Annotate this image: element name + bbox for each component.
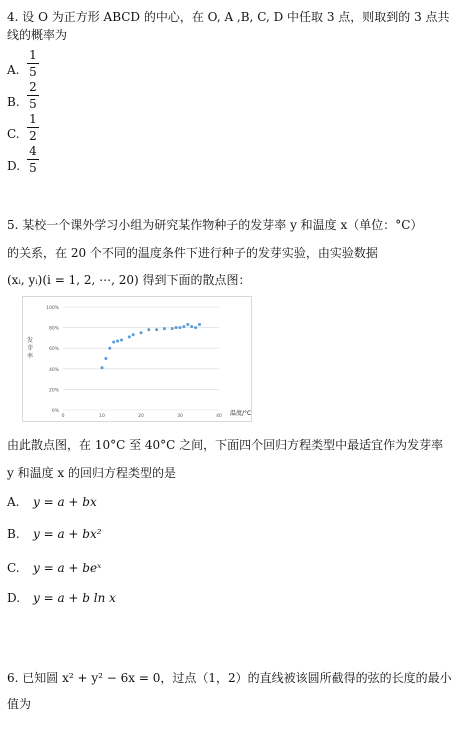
chart-data-point <box>128 335 131 338</box>
q5-stem-line2: 的关系，在 20 个不同的温度条件下进行种子的发芽实验，由实验数据 <box>7 246 378 260</box>
fraction-numerator: 2 <box>29 80 37 94</box>
option-letter: B. <box>7 95 20 109</box>
chart-data-point <box>104 357 107 360</box>
chart-y-tick-label: 60% <box>48 347 59 353</box>
option-formula: y = a + bx² <box>33 527 102 541</box>
fraction-numerator: 1 <box>29 48 37 62</box>
chart-data-point <box>175 326 178 329</box>
option-letter: B. <box>7 527 20 541</box>
chart-x-axis-label: 温度/°C <box>230 410 252 417</box>
chart-data-point <box>147 328 150 331</box>
fraction-denominator: 5 <box>29 65 37 79</box>
fraction-bar <box>27 95 39 96</box>
scatter-chart-svg <box>23 297 251 421</box>
chart-data-point <box>198 323 201 326</box>
chart-data-point <box>194 326 197 329</box>
scatter-chart <box>22 296 252 422</box>
chart-data-point <box>101 366 104 369</box>
fraction-numerator: 1 <box>29 112 37 126</box>
chart-y-tick-label: 0% <box>51 409 59 414</box>
fraction-denominator: 5 <box>29 161 37 175</box>
q5-stem-line1: 5. 某校一个课外学习小组为研究某作物种子的发芽率 y 和温度 x（单位：°C） <box>7 218 423 232</box>
fraction-denominator: 5 <box>29 97 37 111</box>
chart-data-point <box>108 347 111 350</box>
option-fraction <box>27 80 39 111</box>
option-letter: C. <box>7 127 20 141</box>
fraction-numerator: 4 <box>29 144 37 158</box>
q6-stem-line2: 值为 <box>7 697 32 711</box>
chart-data-point <box>140 331 143 334</box>
chart-data-point <box>190 325 193 328</box>
chart-y-axis-label-char: 发 <box>26 337 34 344</box>
chart-data-point <box>163 327 166 330</box>
chart-data-point <box>116 339 119 342</box>
option-formula: y = a + bx <box>33 495 97 509</box>
option-letter: A. <box>7 495 20 509</box>
q5-stem-line3: (xᵢ, yᵢ)(i = 1, 2, ⋯, 20) 得到下面的散点图： <box>7 273 251 287</box>
option-formula: y = a + beˣ <box>33 561 102 575</box>
option-letter: D. <box>7 591 21 605</box>
chart-y-axis-label-char: 率 <box>26 353 34 360</box>
q5-conclusion-line2: y 和温度 x 的回归方程类型的是 <box>7 466 176 480</box>
chart-data-point <box>171 327 174 330</box>
chart-y-tick-label: 20% <box>48 388 59 394</box>
fraction-bar <box>27 159 39 160</box>
fraction-denominator: 2 <box>29 129 37 143</box>
chart-y-axis-label-char: 芽 <box>26 345 34 352</box>
chart-data-point <box>179 326 182 329</box>
chart-y-tick-label: 80% <box>48 326 59 332</box>
q4-stem-line2: 线的概率为 <box>7 28 68 42</box>
chart-x-tick-label: 20 <box>138 414 144 419</box>
chart-data-point <box>182 325 185 328</box>
chart-x-tick-label: 0 <box>61 414 65 419</box>
chart-x-tick-label: 30 <box>177 414 183 419</box>
chart-data-point <box>132 333 135 336</box>
chart-data-point <box>155 328 158 331</box>
q6-stem-line1: 6. 已知圆 x² + y² − 6x = 0，过点（1，2）的直线被该圆所截得的弦的长度的最小 <box>7 671 452 685</box>
option-fraction <box>27 112 39 143</box>
chart-y-tick-label: 100% <box>46 306 59 311</box>
q4-stem-line1: 4. 设 O 为正方形 ABCD 的中心，在 O, A ,B, C, D 中任取 3 点，则取到的 3 点共 <box>7 10 450 24</box>
option-fraction <box>27 48 39 79</box>
fraction-bar <box>27 127 39 128</box>
option-letter: D. <box>7 159 21 173</box>
chart-x-tick-label: 40 <box>216 414 222 419</box>
option-formula: y = a + b ln x <box>33 591 116 605</box>
chart-x-tick-label: 10 <box>99 414 105 419</box>
q5-conclusion-line1: 由此散点图，在 10°C 至 40°C 之间，下面四个回归方程类型中最适宜作为发芽率 <box>7 438 444 452</box>
option-letter: C. <box>7 561 20 575</box>
option-fraction <box>27 144 39 175</box>
chart-data-point <box>120 338 123 341</box>
chart-data-point <box>186 323 189 326</box>
chart-data-point <box>112 341 115 344</box>
fraction-bar <box>27 63 39 64</box>
chart-y-tick-label: 40% <box>48 367 59 373</box>
option-letter: A. <box>7 63 20 77</box>
